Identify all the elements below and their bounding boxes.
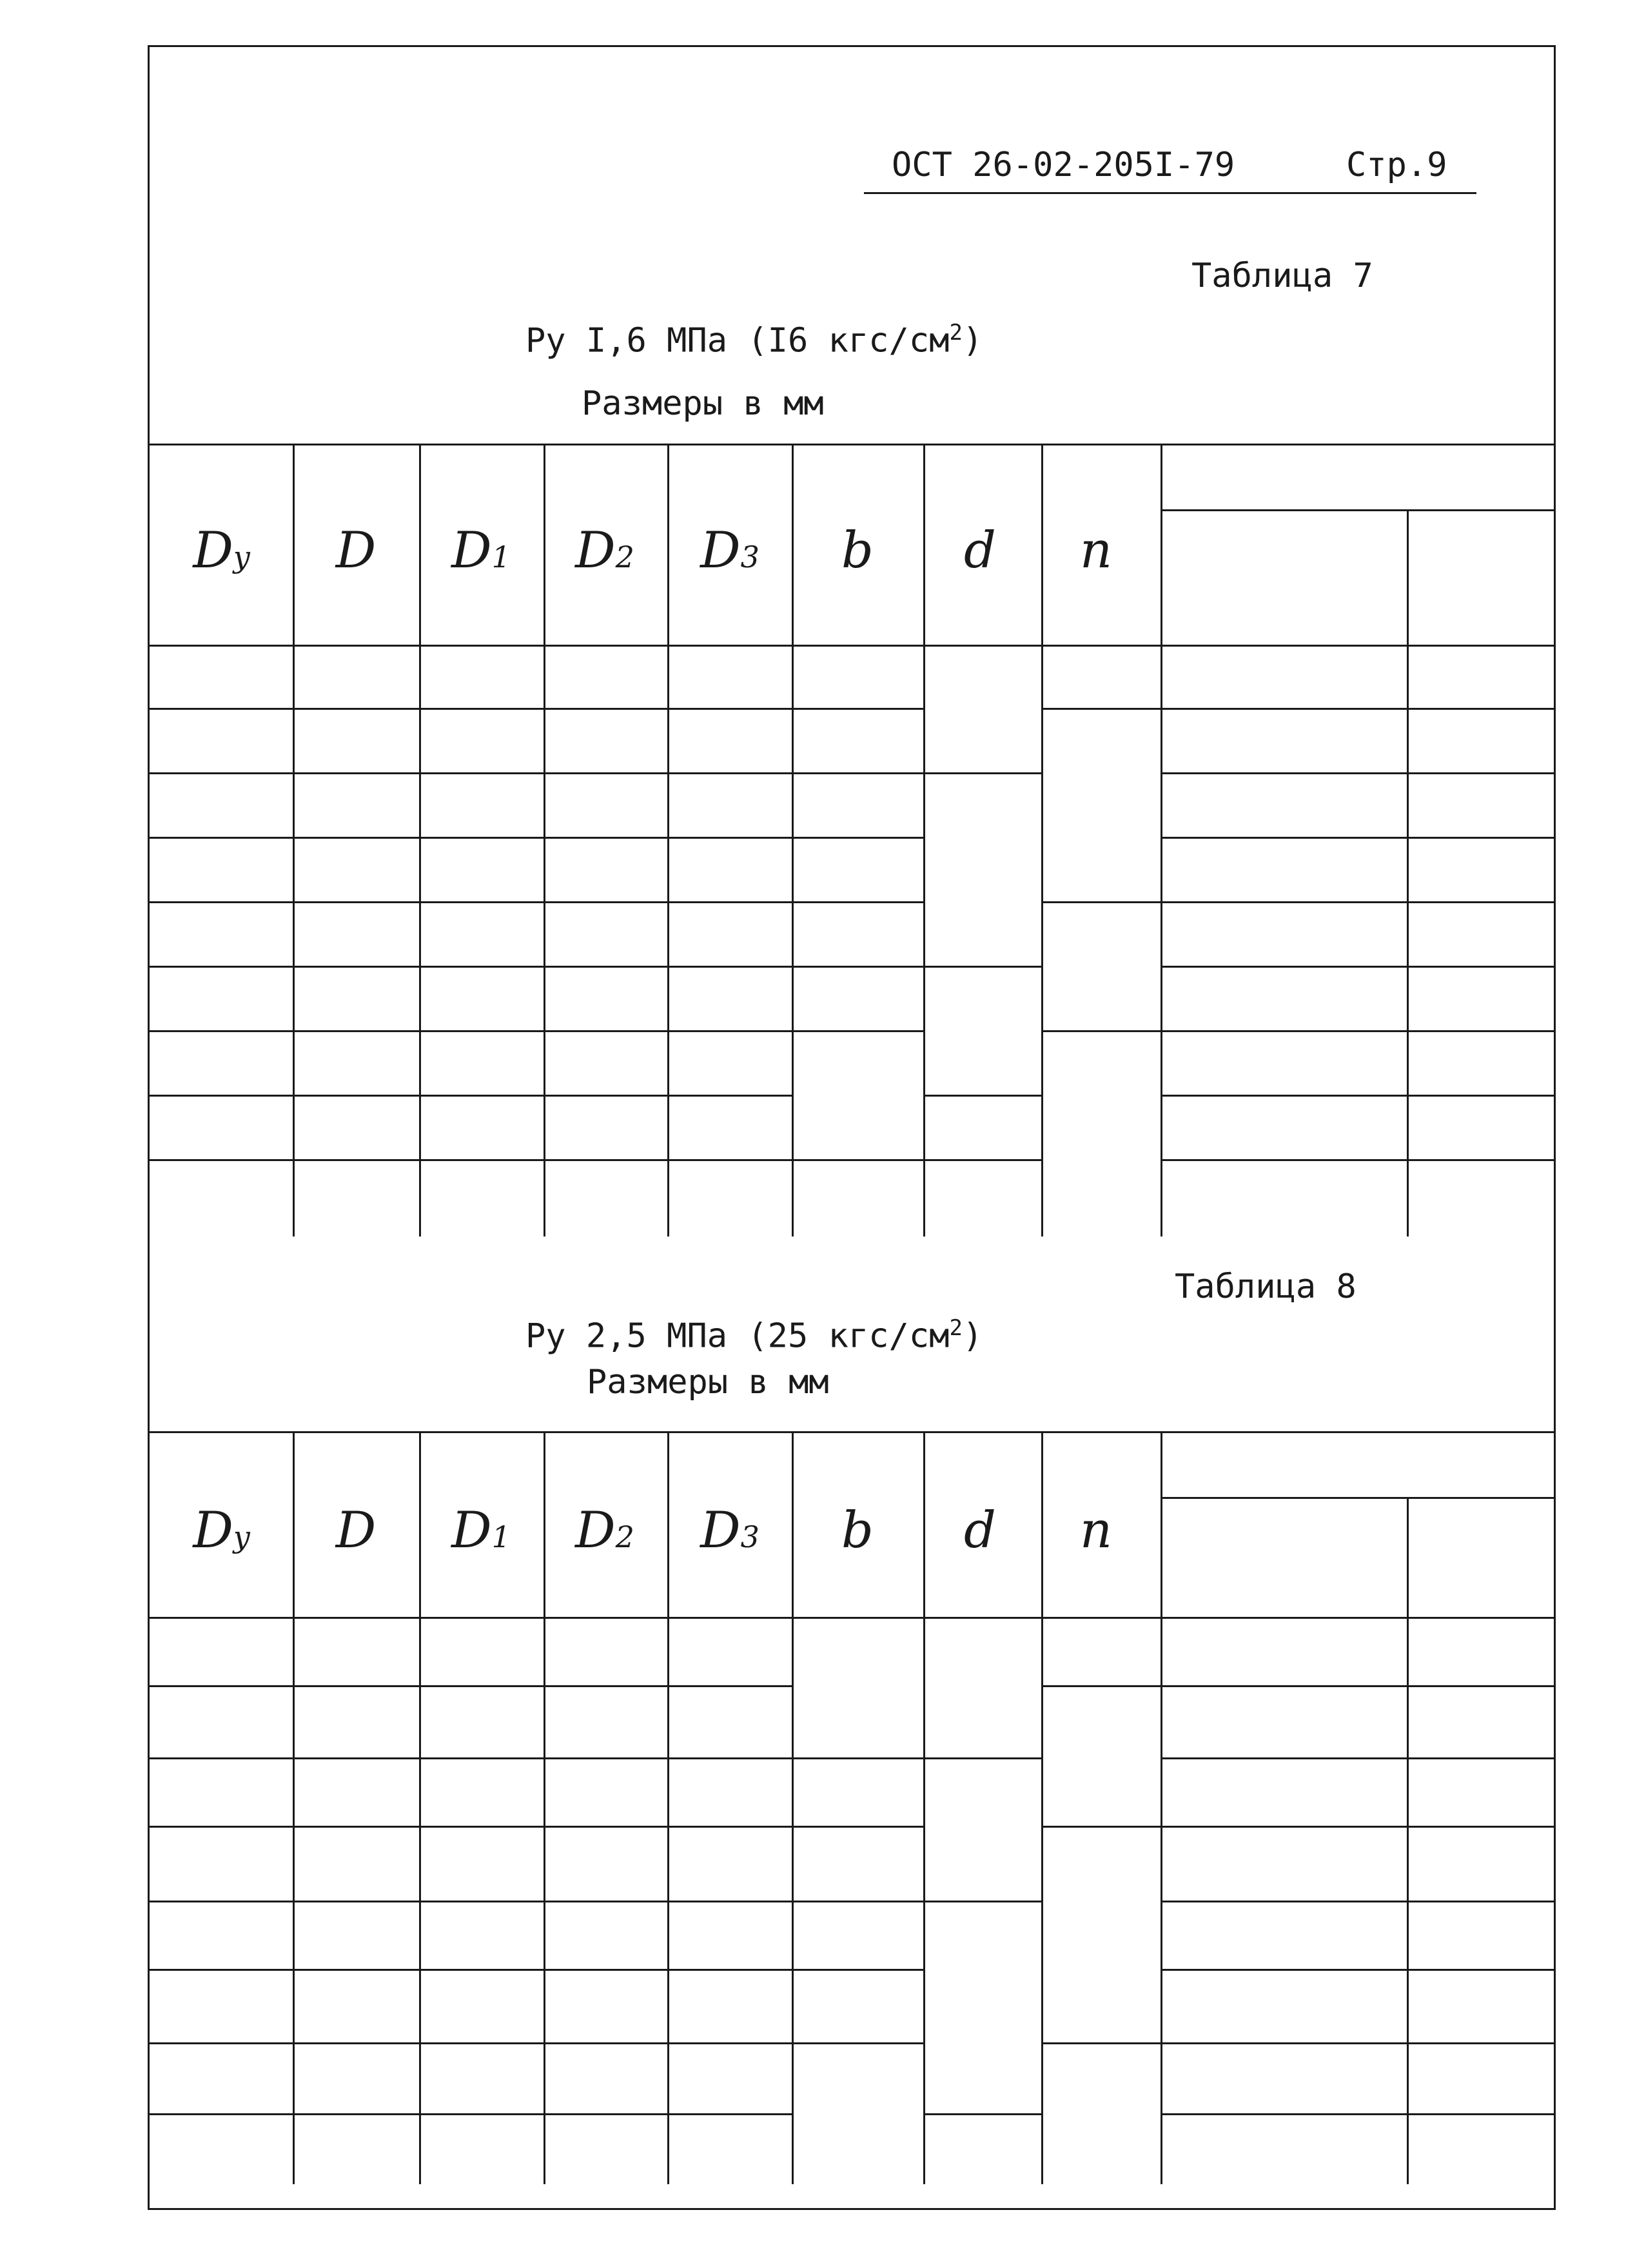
column-header-1	[336, 1501, 377, 1559]
column-divider	[923, 444, 925, 645]
column-header-7	[1080, 1501, 1112, 1559]
column-divider	[667, 1431, 669, 1617]
column-subscript: 2	[615, 1520, 634, 1554]
column-divider	[293, 1431, 295, 1617]
row-divider	[148, 772, 792, 774]
column-symbol: n	[1079, 522, 1113, 580]
row-divider	[148, 1757, 792, 1759]
column-divider	[293, 645, 295, 1237]
column-symbol: n	[1079, 1501, 1113, 1559]
column-divider	[293, 444, 295, 645]
page-frame	[148, 45, 1556, 2210]
column-symbol: D	[335, 1501, 377, 1559]
row-divider	[792, 772, 923, 774]
column-symbol: D	[335, 522, 377, 580]
row-divider	[792, 1159, 923, 1161]
column-divider	[792, 444, 794, 645]
column-symbol: D	[575, 522, 616, 580]
row-divider	[923, 2113, 1041, 2115]
row-divider	[148, 1901, 792, 1902]
row-divider	[148, 2113, 792, 2115]
row-divider	[148, 708, 792, 710]
column-subscript: 3	[740, 1520, 759, 1554]
column-divider	[1161, 1431, 1162, 1617]
table7-title: Таблица 7	[1191, 257, 1373, 295]
table-top-border	[148, 1431, 1554, 1433]
row-divider	[923, 1095, 1041, 1097]
column-symbol: b	[841, 522, 874, 580]
row-divider	[1161, 901, 1554, 903]
row-divider	[1161, 1969, 1554, 1971]
column-divider	[544, 645, 545, 1237]
column-divider	[1407, 509, 1409, 645]
column-divider	[544, 1431, 545, 1617]
column-divider	[1161, 444, 1162, 645]
table8-pressure-close: )	[962, 1316, 983, 1356]
row-divider	[792, 1826, 923, 1828]
column-subscript: у	[233, 1520, 251, 1554]
row-divider	[792, 1969, 923, 1971]
row-divider	[1161, 1757, 1554, 1759]
column-subscript: 2	[615, 540, 634, 574]
column-subscript: 1	[491, 1520, 511, 1554]
column-divider	[419, 444, 421, 645]
column-divider	[792, 645, 794, 1237]
row-divider	[148, 1685, 792, 1687]
column-header-3	[575, 1501, 634, 1559]
row-divider	[1161, 708, 1554, 710]
row-divider	[1041, 1030, 1161, 1032]
row-divider	[1161, 1159, 1554, 1161]
row-divider	[1041, 708, 1161, 710]
column-header-0	[193, 1501, 250, 1559]
column-header-2	[451, 522, 511, 580]
column-divider	[792, 1431, 794, 1617]
table8-pressure-text: Ру 2,5 МПа (25 кгс/см	[525, 1316, 950, 1356]
column-header-6	[964, 522, 996, 580]
table7-pressure-sup: 2	[949, 320, 963, 346]
row-divider	[148, 1969, 792, 1971]
row-divider	[923, 1901, 1041, 1902]
column-symbol: D	[575, 1501, 616, 1559]
column-divider	[1041, 645, 1043, 1237]
column-header-5	[841, 1501, 874, 1559]
row-divider	[1161, 1685, 1554, 1687]
column-divider	[1161, 645, 1162, 1237]
column-symbol: D	[700, 1501, 741, 1559]
table8-units: Размеры в мм	[587, 1363, 829, 1402]
column-symbol: D	[451, 1501, 492, 1559]
row-divider	[923, 1757, 1041, 1759]
mass-header-divider	[1161, 1497, 1554, 1499]
column-header-7	[1080, 522, 1112, 580]
table8-pressure-sup: 2	[949, 1315, 963, 1341]
row-divider	[1041, 1826, 1161, 1828]
row-divider	[792, 1757, 923, 1759]
column-divider	[667, 444, 669, 645]
column-divider	[1041, 444, 1043, 645]
table8-pressure	[525, 1315, 983, 1355]
column-subscript: 3	[740, 540, 759, 574]
column-divider	[667, 645, 669, 1237]
column-divider	[419, 1431, 421, 1617]
row-divider	[148, 1826, 792, 1828]
column-divider	[923, 645, 925, 1237]
column-symbol: D	[451, 522, 492, 580]
column-header-1	[336, 522, 377, 580]
table7-units: Размеры в мм	[582, 384, 824, 423]
row-divider	[792, 966, 923, 968]
column-divider	[1407, 645, 1409, 1237]
column-subscript: у	[233, 540, 251, 574]
column-divider	[1041, 1431, 1043, 1617]
row-divider	[792, 2042, 923, 2044]
column-divider	[544, 444, 545, 645]
column-header-4	[700, 522, 759, 580]
row-divider	[1041, 2042, 1161, 2044]
body-top-border	[1161, 645, 1554, 647]
row-divider	[792, 1901, 923, 1902]
table7-pressure	[525, 320, 983, 360]
column-header-0	[193, 522, 250, 580]
table8-title: Таблица 8	[1175, 1267, 1357, 1306]
row-divider	[923, 966, 1041, 968]
row-divider	[148, 966, 792, 968]
row-divider	[792, 901, 923, 903]
header-bottom-border	[148, 1617, 1554, 1619]
row-divider	[792, 837, 923, 839]
row-divider	[1161, 1826, 1554, 1828]
row-divider	[1161, 2113, 1554, 2115]
row-divider	[148, 1030, 792, 1032]
mass-header-divider	[1161, 509, 1554, 511]
row-divider	[923, 1159, 1041, 1161]
column-symbol: D	[193, 522, 233, 580]
table7-pressure-close: )	[962, 321, 983, 360]
row-divider	[1161, 1030, 1554, 1032]
row-divider	[148, 901, 792, 903]
column-header-5	[841, 522, 874, 580]
column-symbol: d	[964, 522, 996, 580]
row-divider	[148, 2042, 792, 2044]
row-divider	[1161, 1095, 1554, 1097]
page-number: Стр.9	[1346, 146, 1447, 184]
row-divider	[1041, 1685, 1161, 1687]
row-divider	[1161, 1901, 1554, 1902]
column-subscript: 1	[491, 540, 511, 574]
row-divider	[1161, 772, 1554, 774]
row-divider	[792, 708, 923, 710]
row-divider	[148, 1095, 792, 1097]
column-divider	[1407, 1497, 1409, 1617]
column-header-3	[575, 522, 634, 580]
column-symbol: d	[964, 1501, 996, 1559]
column-divider	[1041, 1617, 1043, 2184]
column-header-2	[451, 1501, 511, 1559]
row-divider	[148, 1159, 792, 1161]
column-header-4	[700, 1501, 759, 1559]
table-top-border	[148, 444, 1554, 445]
row-divider	[1041, 901, 1161, 903]
table7-pressure-text: Ру I,6 МПа (I6 кгс/см	[525, 321, 950, 360]
row-divider	[1161, 966, 1554, 968]
column-divider	[923, 1431, 925, 1617]
column-symbol: b	[841, 1501, 874, 1559]
row-divider	[923, 772, 1041, 774]
column-symbol: D	[700, 522, 741, 580]
column-header-6	[964, 1501, 996, 1559]
row-divider	[148, 837, 792, 839]
column-divider	[419, 645, 421, 1237]
row-divider	[1161, 837, 1554, 839]
column-symbol: D	[193, 1501, 233, 1559]
document-code: ОСТ 26-02-205I-79	[892, 146, 1235, 184]
row-divider	[1161, 2042, 1554, 2044]
header-underline	[864, 192, 1476, 194]
row-divider	[792, 1030, 923, 1032]
